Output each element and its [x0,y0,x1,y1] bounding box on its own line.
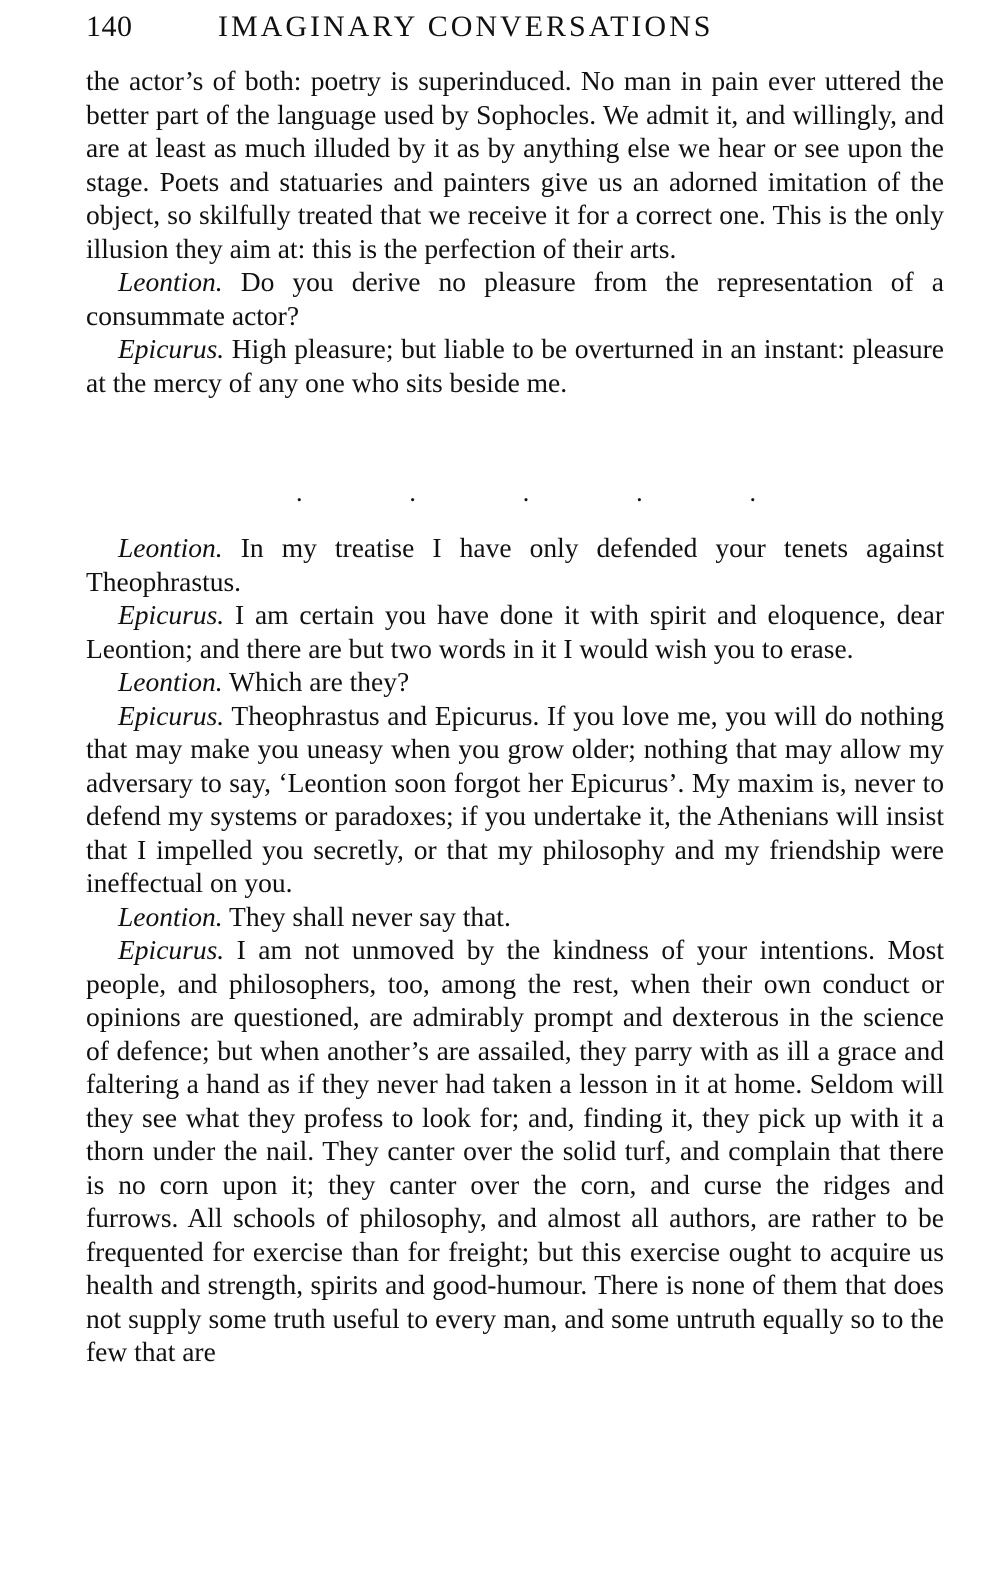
text-block-upper [86,64,944,399]
paragraph [86,64,944,265]
paragraph-text: Theophrastus and Epicurus. If you love me, you will do nothing that may make you uneasy when you grow older; nothing that may allow my adversary to say, ‘Leontion soon forgot her Epicurus’. My maxim is, never to defend my systems or paradoxes; if you undertake it, the Athenians will insist that I impelled you secretly, or that my philosophy and my friendship were ineffectual on you. [86,699,944,898]
ellipsis-dot: . [296,478,303,507]
section-break-ellipsis [296,478,756,508]
speaker-name: Epicurus. [118,699,225,731]
paragraph-text: the actor’s of both: poetry is superinduced. No man in pain ever uttered the better part of the language used by Sophocles. We admit it, and willingly, and are at least as much illuded by it as by anything else we hear or see upon the stage. Poets and statuaries and painters give us an adorned imitation of the object, so skilfully treated that we receive it for a correct one. This is the only illusion they aim at: this is the perfection of their arts. [86,65,944,264]
running-title: IMAGINARY CONVERSATIONS [218,10,714,43]
paragraph [86,531,944,598]
paragraph-text: Do you derive no pleasure from the representation of a consummate actor? [86,266,944,331]
paragraph [86,900,944,934]
speaker-name: Leontion. [118,532,223,563]
paragraph-text: I am certain you have done it with spirit and eloquence, dear Leontion; and there are but two words in it I would wish you to erase. [86,599,944,664]
ellipsis-dot: . [636,478,643,507]
paragraph-text: I am not unmoved by the kindness of your intentions. Most people, and philosophers, too, among the rest, when their own conduct or opinions are questioned, are admirably prompt and dexterous in the science of defence; but when another’s are assailed, they parry with as ill a grace and faltering a hand as if they never had taken a lesson in it at home. Seldom will they see what they profess to look for; and, finding it, they pick up with it a thorn under the nail. They canter over the solid turf, and complain that there is no corn upon it; they canter over the corn, and curse the ridges and furrows. All schools of philosophy, and almost all authors, are rather to be frequented for exercise than for freight; but this exercise ought to acquire us health and strength, spirits and good-humour. There is none of them that does not supply some truth useful to every man, and some untruth equally so to the few that are [86,934,944,1367]
ellipsis-dot: . [409,478,416,507]
ellipsis-dot: . [522,478,530,507]
paragraph [86,933,944,1369]
paragraph-text: They shall never say that. [222,900,511,932]
speaker-name: Epicurus. [118,333,225,364]
speaker-name: Leontion. [118,666,223,697]
paragraph-text: Which are they? [222,666,410,697]
paragraph-text: In my treatise I have only defended your tenets against Theophrastus. [86,532,944,597]
paragraph [86,598,944,665]
text-block-lower [86,531,944,1369]
paragraph [86,265,944,332]
paragraph [86,699,944,900]
speaker-name: Leontion. [118,900,223,932]
paragraph-text: High pleasure; but liable to be overturned in an instant: pleasure at the mercy of any one who sits beside me. [86,333,944,398]
paragraph [86,332,944,399]
ellipsis-dot: . [749,478,756,507]
speaker-name: Epicurus. [118,934,225,965]
speaker-name: Leontion. [118,266,223,297]
speaker-name: Epicurus. [118,599,225,630]
page-number: 140 [86,10,133,43]
paragraph [86,665,944,699]
page-header [86,4,944,48]
